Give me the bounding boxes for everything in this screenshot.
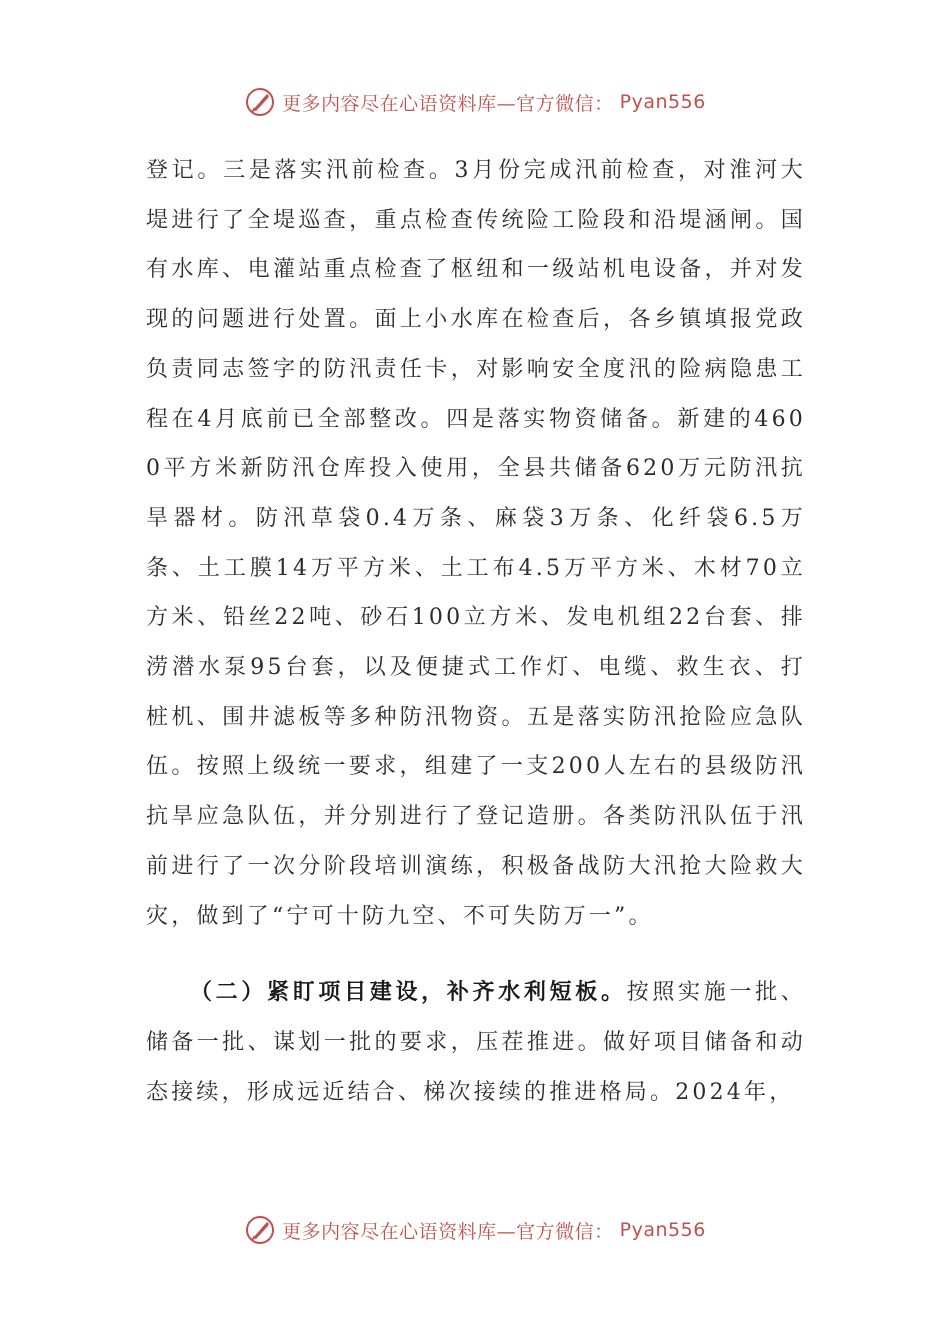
quill-pen-logo-icon: [244, 1214, 276, 1246]
footer-watermark: [0, 1212, 950, 1248]
watermark-text: 更多内容尽在心语资料库—官方微信：: [282, 92, 614, 115]
watermark-text: 更多内容尽在心语资料库—官方微信：: [282, 1220, 614, 1243]
watermark-wechat-id: Pyan556: [619, 91, 706, 113]
watermark-wechat-id: Pyan556: [619, 1219, 706, 1241]
section-text: 按照实施一批、储备一批、谋划一批的要求，压茬推进。做好项目储备和动态接续，形成远近结合、梯次接续的推进格局。2024年，: [146, 980, 806, 1105]
body-paragraph-2: [146, 968, 806, 1117]
body-paragraph-1: 登记。三是落实汛前检查。3月份完成汛前检查，对淮河大堤进行了全堤巡查，重点检查传统险工险段和沿堤涵闸。国有水库、电灌站重点检查了枢纽和一级站机电设备，并对发现的问题进行处置。面上小水库在检查后，各乡镇填报党政负责同志签字的防汛责任卡，对影响安全度汛的险病隐患工程在4月底前已全部整改。四是落实物资储备。新建的4600平方米新防汛仓库投入使用，全县共储备620万元防汛抗旱器材。防汛草袋0.4万条、麻袋3万条、化纤袋6.5万条、土工膜14万平方米、土工布4.5万平方米、木材70立方米、铅丝22吨、砂石100立方米、发电机组22台套、排涝潜水泵95台套，以及便捷式工作灯、电缆、救生衣、打桩机、围井滤板等多种防汛物资。五是落实防汛抢险应急队伍。按照上级统一要求，组建了一支200人左右的县级防汛抗旱应急队伍，并分别进行了登记造册。各类防汛队伍于汛前进行了一次分阶段培训演练，积极备战防大汛抢大险救大灾，做到了“宁可十防九空、不可失防万一”。: [146, 158, 806, 929]
quill-pen-logo-icon: [244, 86, 276, 118]
document-body: [146, 146, 806, 1117]
header-watermark: [0, 84, 950, 120]
section-heading: （二）紧盯项目建设，补齐水利短板。: [190, 979, 627, 1006]
